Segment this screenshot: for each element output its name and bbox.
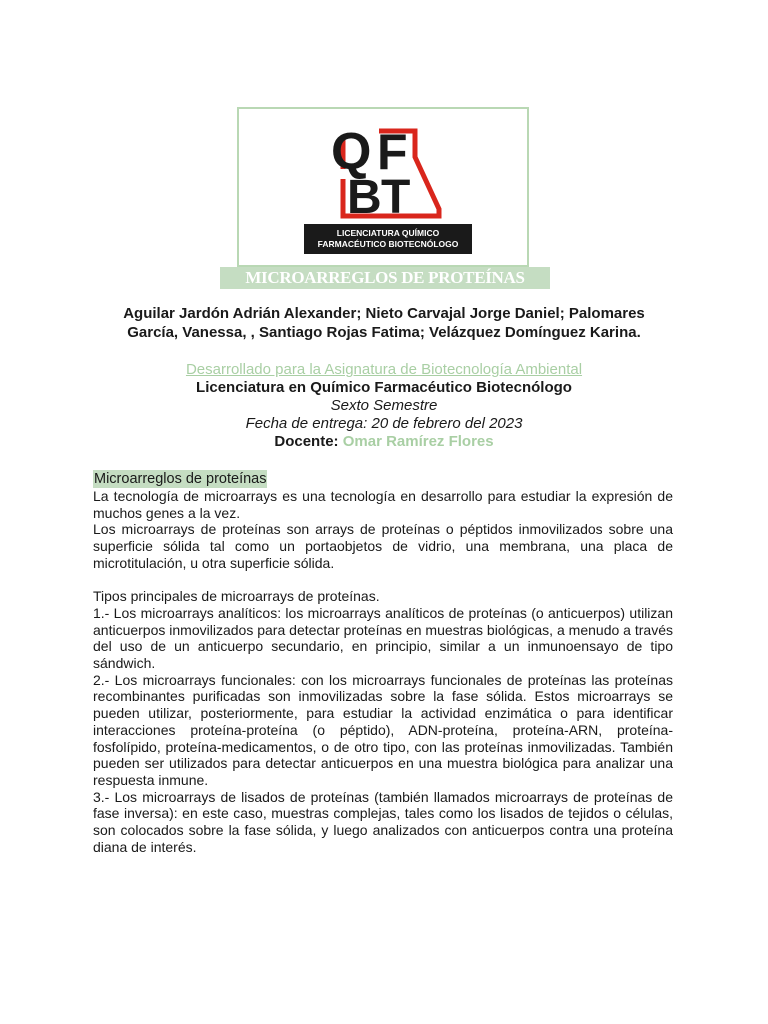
logo-letter-q: Q bbox=[331, 123, 372, 181]
paragraph-types-heading: Tipos principales de microarrays de proteínas. bbox=[93, 588, 380, 605]
teacher-line bbox=[100, 433, 668, 451]
authors: Aguilar Jardón Adrián Alexander; Nieto Carvajal Jorge Daniel; Palomares García, Vanessa, , Santiago Rojas Fatima; Velázquez Domínguez Karina. bbox=[123, 305, 645, 341]
delivery-date: Fecha de entrega: 20 de febrero del 2023 bbox=[245, 415, 523, 432]
teacher-label: Docente: bbox=[274, 433, 339, 450]
logo bbox=[237, 107, 529, 267]
logo-caption-line1: LICENCIATURA QUÍMICO bbox=[336, 228, 440, 238]
paragraph-definition: Los microarrays de proteínas son arrays de proteínas o péptidos inmovilizados sobre una superficie sólida tal como un portaobjetos de vidrio, una membrana, una placa de microtitulación, u otra superficie sólida. bbox=[93, 521, 673, 571]
logo-letter-t: T bbox=[381, 171, 411, 224]
logo-letter-f: F bbox=[377, 124, 408, 180]
paragraph-lysate: 3.- Los microarrays de lisados de proteínas (también llamados microarrays de proteínas de fase inversa): en este caso, muestras complejas, tales como los lisados de tejidos o células, son colocados sobre la fase sólida, y luego analizados con anticuerpos contra una proteína diana de interés. bbox=[93, 788, 673, 855]
paragraph-intro: La tecnología de microarrays es una tecnología en desarrollo para estudiar la expresión de muchos genes a la vez. bbox=[93, 488, 673, 521]
degree: Licenciatura en Químico Farmacéutico Biotecnólogo bbox=[196, 379, 572, 396]
paragraph-analytical: 1.- Los microarrays analíticos: los microarrays analíticos de proteínas (o anticuerpos) utilizan anticuerpos inmovilizados para detectar proteínas en muestras biológicas, a menudo a través del uso de un anticuerpo secundario, en principio, similar a un inmunoensayo de tipo sándwich. bbox=[93, 604, 673, 672]
developed-for-link[interactable]: Desarrollado para la Asignatura de Biotecnología Ambiental bbox=[185, 361, 583, 378]
logo-letter-b: B bbox=[347, 171, 382, 224]
paragraph-functional: 2.- Los microarrays funcionales: con los microarrays funcionales de proteínas las proteínas recombinantes purificadas son inmovilizadas sobre la fase sólida. Estos microarrays se pueden utilizar, posteriormente, para estudiar la actividad enzimática o para identificar interacciones proteína-proteína (o péptido), ADN-proteína, proteína-ARN, proteína-fosfolípido, proteína-medicamentos, o de otro tipo, con las proteínas inmovilizadas. También pueden ser utilizados para detectar anticuerpos en una muestra biológica para analizar una respuesta inmune. bbox=[93, 671, 673, 788]
developed-for-link-wrap bbox=[100, 361, 668, 379]
logo-caption bbox=[304, 224, 472, 254]
body-text bbox=[93, 470, 673, 855]
semester: Sexto Semestre bbox=[330, 397, 438, 414]
logo-caption-line2: FARMACÉUTICO BIOTECNÓLOGO bbox=[317, 239, 459, 249]
section-heading: Microarreglos de proteínas bbox=[94, 471, 267, 487]
document-title: MICROARREGLOS DE PROTEÍNAS bbox=[220, 267, 550, 289]
teacher-name: Omar Ramírez Flores bbox=[342, 433, 494, 450]
